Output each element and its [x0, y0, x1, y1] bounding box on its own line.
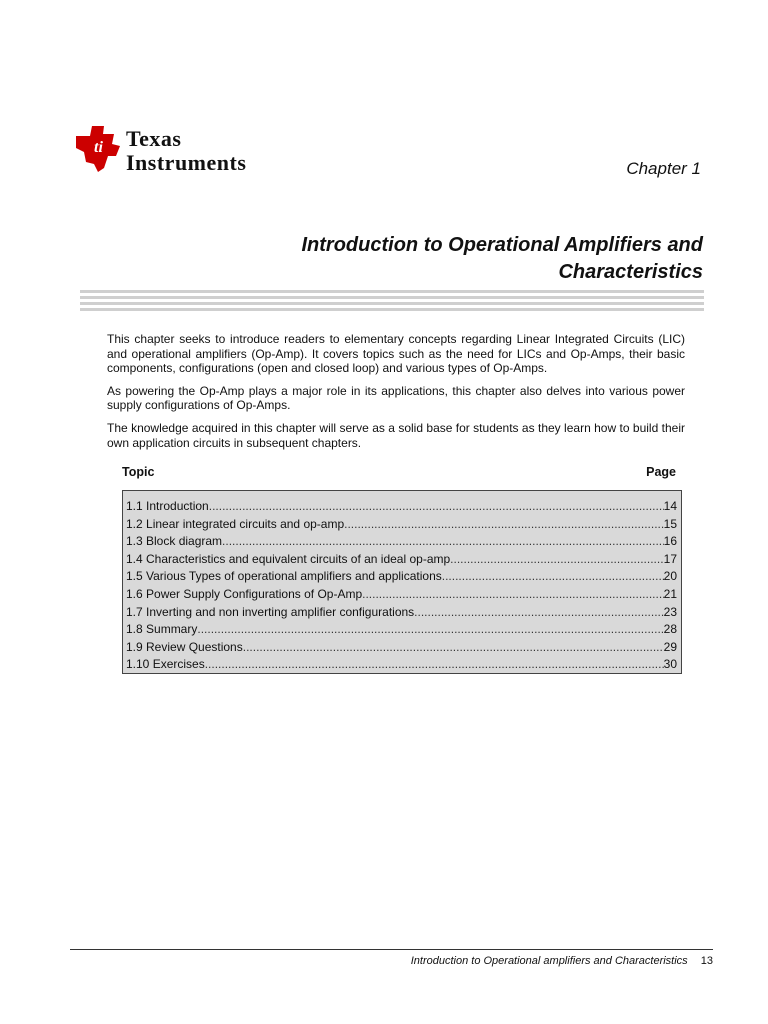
chapter-label: Chapter 1 [626, 159, 701, 178]
toc-entry-page: 28 [663, 622, 677, 637]
footer-rule [70, 949, 713, 950]
toc-entry[interactable] [126, 498, 677, 516]
decorative-rules [80, 290, 704, 312]
brand-line2: Instruments [126, 150, 247, 175]
toc-entry-title: 1.3 Block diagram [126, 534, 223, 549]
toc-entry[interactable] [126, 639, 677, 657]
toc-entry[interactable] [126, 516, 677, 534]
toc-entry-title: 1.7 Inverting and non inverting amplifier configurations [126, 604, 415, 619]
toc-entry-page: 23 [663, 604, 677, 619]
footer-page-number: 13 [700, 955, 713, 967]
toc-entry-page: 30 [663, 657, 677, 672]
toc-leader [450, 551, 663, 569]
footer-title: Introduction to Operational amplifiers and Characteristics [410, 955, 688, 967]
toc-leader [344, 516, 664, 534]
toc-entry[interactable] [126, 568, 677, 586]
svg-text:ti: ti [94, 139, 103, 156]
toc-entry[interactable] [126, 586, 677, 604]
intro-paragraph: The knowledge acquired in this chapter will serve as a solid base for students as they learn how to build their own application circuits in subsequent chapters. [107, 420, 685, 450]
toc-entry-title: 1.8 Summary [126, 622, 198, 637]
toc-entry-title: 1.5 Various Types of operational amplifiers and applications [126, 569, 442, 584]
toc-entry-title: 1.1 Introduction [126, 499, 209, 513]
toc-entry[interactable] [126, 604, 677, 622]
toc-leader [414, 604, 663, 622]
toc-entry[interactable] [126, 533, 677, 551]
toc-entry-title: 1.2 Linear integrated circuits and op-amp [126, 516, 345, 531]
page-footer [411, 955, 713, 967]
brand-wordmark [126, 128, 246, 174]
toc-entry-title: 1.9 Review Questions [126, 639, 243, 654]
toc-topic-header: Topic [122, 465, 155, 479]
toc-leader [197, 621, 663, 639]
toc-entry-title: 1.6 Power Supply Configurations of Op-Amp [126, 586, 363, 601]
toc-leader [209, 498, 664, 516]
toc-entry-page: 17 [663, 551, 677, 566]
intro-text [107, 332, 685, 458]
toc-entry-page: 14 [663, 499, 677, 513]
toc-entry-page: 16 [663, 534, 677, 549]
intro-paragraph: This chapter seeks to introduce readers to elementary concepts regarding Linear Integrated Circuits (LIC) and operational amplifiers (Op-Amp). It covers topics such as the need for LICs and Op-Amps, their basic components, configurations (open and closed loop) and various types of Op-Amps. [107, 332, 685, 376]
toc-leader [205, 656, 664, 674]
ti-logo [72, 122, 302, 180]
toc-header [122, 465, 678, 479]
toc-entry-page: 21 [663, 586, 677, 601]
toc-leader [222, 533, 664, 551]
toc-entry[interactable] [126, 551, 677, 569]
toc-entry[interactable] [126, 656, 677, 674]
toc-leader [442, 568, 664, 586]
chapter-title: Introduction to Operational Amplifiers and Characteristics [301, 234, 703, 283]
toc-entry-title: 1.10 Exercises [126, 657, 205, 672]
toc-leader [243, 639, 664, 657]
toc-entry-title: 1.4 Characteristics and equivalent circuits of an ideal op-amp [126, 551, 451, 566]
brand-line1: Texas [126, 126, 182, 151]
toc-entry-page: 29 [663, 639, 677, 654]
toc-page-header: Page [646, 465, 676, 479]
toc-entry-page: 20 [663, 569, 677, 584]
intro-paragraph: As powering the Op-Amp plays a major role in its applications, this chapter also delves into various power supply configurations of Op-Amps. [107, 383, 685, 413]
toc-box [122, 490, 682, 674]
toc-entry-page: 15 [663, 516, 677, 531]
ti-state-icon [72, 122, 124, 174]
toc-leader [362, 586, 664, 604]
toc-entry[interactable] [126, 621, 677, 639]
